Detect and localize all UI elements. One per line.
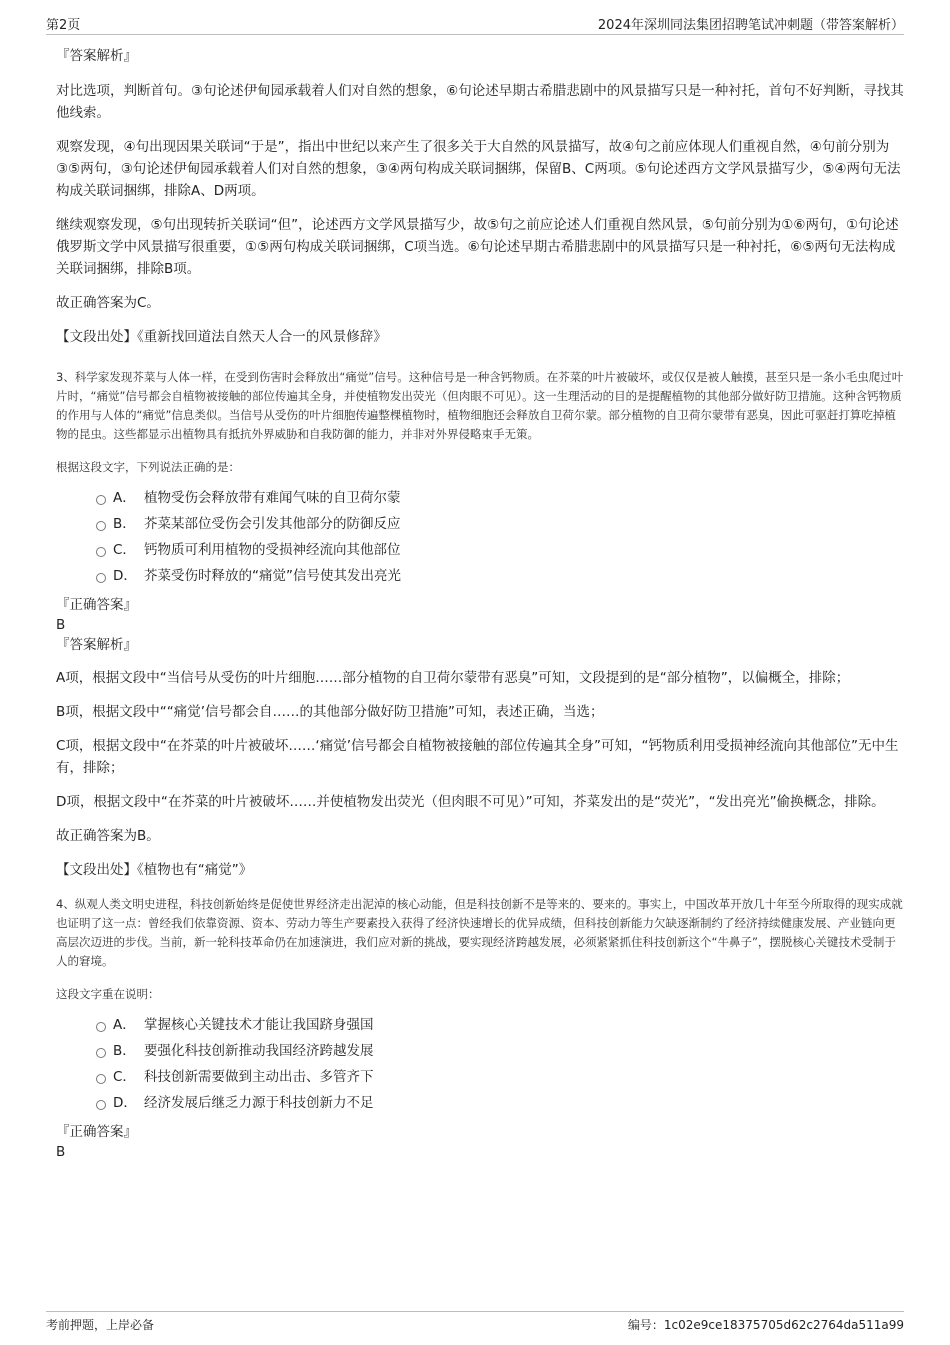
q4-prompt: 这段文字重在说明： — [56, 987, 160, 1001]
q3-analysis-paragraph: B项，根据文段中““痛觉’信号都会自……的其他部分做好防卫措施”可知，表述正确，当选； — [56, 704, 604, 720]
q3-analysis-paragraph: D项，根据文段中“在芥菜的叶片被破坏……并使植物发出荧光（但肉眼不可见）”可知，芥菜发出的是“荧光”，“发出亮光”偷换概念，排除。 — [56, 794, 885, 810]
q3-option-c[interactable] — [94, 537, 906, 563]
radio-icon[interactable] — [96, 521, 106, 531]
q4-option-a[interactable] — [94, 1012, 906, 1038]
radio-icon[interactable] — [96, 1100, 106, 1110]
q3-option-d[interactable] — [94, 563, 906, 589]
q4-options — [94, 1012, 906, 1116]
q4-answer: B — [56, 1144, 66, 1160]
q3-stem: 3、科学家发现芥菜与人体一样，在受到伤害时会释放出“痛觉”信号。这种信号是一种含钙物质。在芥菜的叶片被破坏，或仅仅是被人触摸，甚至只是一条小毛虫爬过叶片时，“痛觉”信号都会自植物被接触的部位传遍其全身，并使植物发出荧光（但肉眼不可见）。这一生理活动的目的是提醒植物的其他部分做好防卫措施。这种含钙物质的作用与人体的“痛觉”信息类似。当信号从受伤的叶片细胞传遍整棵植物时，植物细胞还会释放自卫荷尔蒙。部分植物的自卫荷尔蒙带有恶臭，因此可驱赶打算吃掉植物的昆虫。这些都显示出植物具有抵抗外界威胁和自我防御的能力，并非对外界侵略束手无策。 — [56, 370, 904, 441]
option-letter: B． — [113, 1043, 136, 1059]
option-text: 掌握核心关键技术才能让我国跻身强国 — [144, 1017, 374, 1033]
q4-option-b[interactable] — [94, 1038, 906, 1064]
q3-answer-label: 『正确答案』 — [56, 597, 137, 613]
option-letter: A． — [113, 490, 136, 506]
question-3 — [56, 368, 906, 881]
q2-analysis-paragraph: 观察发现，④句出现因果关联词“于是”，指出中世纪以来产生了很多关于大自然的风景描写，故④句之前应体现人们重视自然，④句前分别为③⑤两句，③句论述伊甸园承载着人们对自然的想象，③④两句构成关联词捆绑，保留B、C两项。⑤句论述西方文学风景描写少，⑤④两句无法构成关联词捆绑，排除A、D两项。 — [56, 139, 901, 199]
q2-analysis-paragraph: 继续观察发现，⑤句出现转折关联词“但”，论述西方文学风景描写少，故⑤句之前应论述人们重视自然风景，⑤句前分别为①⑥两句，①句论述俄罗斯文学中风景描写很重要，①⑤两句构成关联词捆绑，C项当选。⑥句论述早期古希腊悲剧中的风景描写只是一种衬托，⑥⑤两句无法构成关联词捆绑，排除B项。 — [56, 217, 899, 277]
q3-answer-conclusion: 故正确答案为B。 — [56, 828, 160, 844]
q2-answer-conclusion: 故正确答案为C。 — [56, 295, 160, 311]
q4-answer-label: 『正确答案』 — [56, 1124, 137, 1140]
q4-option-d[interactable] — [94, 1090, 906, 1116]
page-footer — [46, 1311, 904, 1336]
option-letter: B． — [113, 516, 136, 532]
option-letter: D． — [113, 1095, 137, 1111]
page-content — [56, 46, 906, 1162]
q3-option-a[interactable] — [94, 485, 906, 511]
q4-option-c[interactable] — [94, 1064, 906, 1090]
option-text: 钙物质可利用植物的受损神经流向其他部位 — [144, 542, 401, 558]
q3-source: 【文段出处】《植物也有“痛觉”》 — [56, 862, 253, 878]
q3-analysis-label: 『答案解析』 — [56, 637, 137, 653]
q2-analysis-section — [56, 46, 906, 348]
q2-analysis-paragraph: 对比选项，判断首句。③句论述伊甸园承载着人们对自然的想象，⑥句论述早期古希腊悲剧中的风景描写只是一种衬托，首句不好判断，寻找其他线索。 — [56, 83, 904, 121]
q2-analysis-label: 『答案解析』 — [56, 48, 137, 64]
page-header — [46, 14, 904, 35]
q3-option-b[interactable] — [94, 511, 906, 537]
option-text: 植物受伤会释放带有难闻气味的自卫荷尔蒙 — [144, 490, 401, 506]
option-text: 科技创新需要做到主动出击、多管齐下 — [144, 1069, 374, 1085]
radio-icon[interactable] — [96, 1074, 106, 1084]
radio-icon[interactable] — [96, 495, 106, 505]
option-text: 要强化科技创新推动我国经济跨越发展 — [144, 1043, 374, 1059]
option-letter: D． — [113, 568, 137, 584]
question-4 — [56, 895, 906, 1162]
q3-options — [94, 485, 906, 589]
q3-answer: B — [56, 617, 66, 633]
q2-source: 【文段出处】《重新找回道法自然天人合一的风景修辞》 — [56, 329, 387, 345]
q3-prompt: 根据这段文字，下列说法正确的是： — [56, 460, 240, 474]
q3-analysis-paragraph: A项，根据文段中“当信号从受伤的叶片细胞……部分植物的自卫荷尔蒙带有恶臭”可知，文段提到的是“部分植物”，以偏概全，排除； — [56, 670, 850, 686]
q4-stem: 4、纵观人类文明史进程，科技创新始终是促使世界经济走出泥淖的核心动能，但是科技创新不是等来的、要来的。事实上，中国改革开放几十年至今所取得的现实成就也证明了这一点：曾经我们依靠资源、资本、劳动力等生产要素投入获得了经济快速增长的优异成绩，但科技创新能力欠缺逐渐制约了经济持续健康发展、产业链向更高层次迈进的步伐。当前，新一轮科技革命仍在加速演进，我们应对新的挑战，要实现经济跨越发展，必须紧紧抓住科技创新这个“牛鼻子”，摆脱核心关键技术受制于人的窘境。 — [56, 897, 903, 968]
page-number: 第2页 — [46, 18, 81, 33]
radio-icon[interactable] — [96, 547, 106, 557]
document-id: 编号：1c02e9ce18375705d62c2764da511a99 — [627, 1318, 904, 1332]
option-letter: C． — [113, 542, 136, 558]
option-text: 芥菜受伤时释放的“痛觉”信号使其发出亮光 — [144, 568, 401, 584]
option-letter: A． — [113, 1017, 136, 1033]
document-title: 2024年深圳同法集团招聘笔试冲刺题（带答案解析） — [597, 18, 904, 33]
option-text: 经济发展后继乏力源于科技创新力不足 — [144, 1095, 374, 1111]
radio-icon[interactable] — [96, 1048, 106, 1058]
footer-slogan: 考前押题，上岸必备 — [46, 1318, 155, 1332]
radio-icon[interactable] — [96, 573, 106, 583]
option-text: 芥菜某部位受伤会引发其他部分的防御反应 — [144, 516, 401, 532]
q3-analysis-paragraph: C项，根据文段中“在芥菜的叶片被破坏……‘痛觉’信号都会自植物被接触的部位传遍其全身”可知，“钙物质利用受损神经流向其他部位”无中生有，排除； — [56, 738, 899, 776]
option-letter: C． — [113, 1069, 136, 1085]
radio-icon[interactable] — [96, 1022, 106, 1032]
